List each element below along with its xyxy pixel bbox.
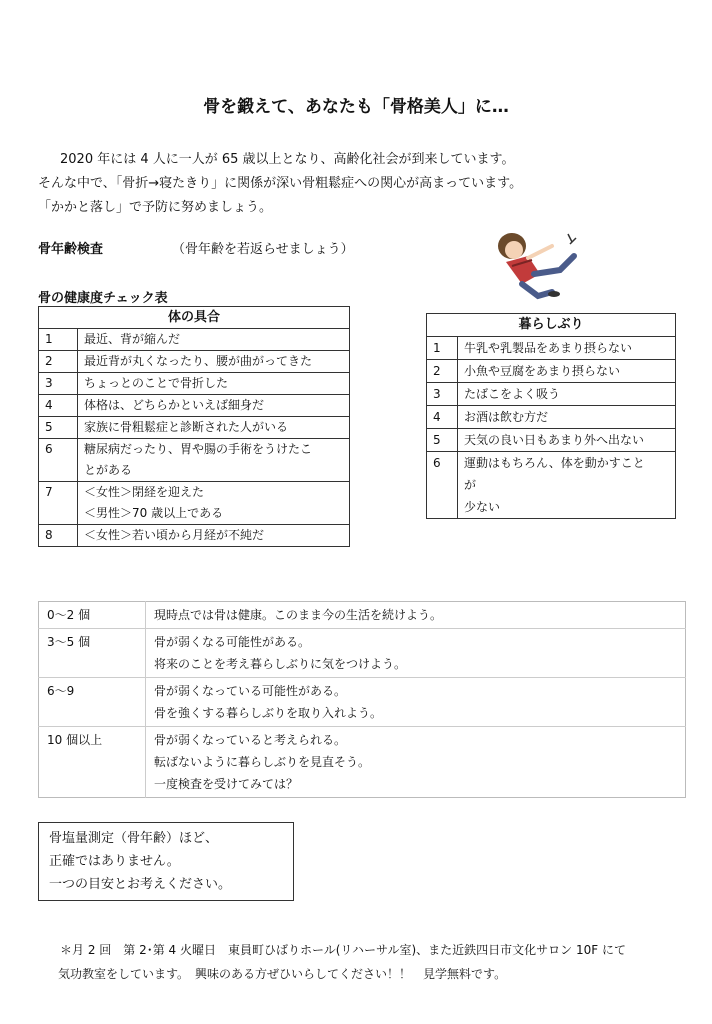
row-number: 8 <box>39 525 78 547</box>
page-title: 骨を鍛えて、あなたも「骨格美人」に… <box>203 97 509 117</box>
row-number: 6 <box>39 439 78 482</box>
score-table <box>38 601 686 798</box>
score-description-line: 骨が弱くなっている可能性がある。 <box>154 684 347 698</box>
row-text-line: ちょっとのことで骨折した <box>84 376 229 390</box>
score-description <box>146 629 686 678</box>
row-text-line: とがある <box>84 463 133 477</box>
table-row <box>427 406 676 429</box>
footer-line: 気功教室をしています。 興味のある方ぜひいらしてください！！ 見学無料です。 <box>58 967 507 981</box>
row-text-line: が <box>464 478 477 492</box>
body-table-header: 体の具合 <box>39 307 350 329</box>
bone-age-heading <box>38 238 103 257</box>
score-range: 10 個以上 <box>39 727 146 798</box>
intro-text <box>38 148 658 220</box>
row-text <box>458 337 676 360</box>
intro-line: 2020 年には 4 人に一人が 65 歳以上となり、高齢化社会が到来しています。 <box>60 152 515 167</box>
score-range: 6～9 <box>39 678 146 727</box>
row-text-line: ＜女性＞若い頃から月経が不純だ <box>84 528 265 542</box>
table-row <box>39 329 350 351</box>
row-text-line: 家族に骨粗鬆症と診断された人がいる <box>84 420 289 434</box>
row-number: 2 <box>427 360 458 383</box>
body-condition-table <box>38 306 350 547</box>
row-text-line: 体格は、どちらかといえば細身だ <box>84 398 265 412</box>
note-line: 一つの目安とお考えください。 <box>49 877 232 892</box>
row-number: 1 <box>39 329 78 351</box>
score-description-line: 将来のことを考え暮らしぶりに気をつけよう。 <box>154 657 407 671</box>
score-description-line: 骨が弱くなっていると考えられる。 <box>154 733 347 747</box>
score-range: 0～2 個 <box>47 608 91 622</box>
table-row <box>427 383 676 406</box>
score-range: 3～5 個 <box>39 629 146 678</box>
row-number: 6 <box>427 452 458 519</box>
note-box <box>38 822 294 901</box>
score-row <box>39 727 686 798</box>
row-text <box>78 439 350 482</box>
table-row <box>39 439 350 482</box>
score-description <box>146 678 686 727</box>
row-text <box>458 383 676 406</box>
falling-woman-illustration <box>482 226 582 306</box>
row-text-line: 天気の良い日もあまり外へ出ない <box>464 433 645 447</box>
row-number: 3 <box>427 383 458 406</box>
row-text-line: 最近、背が縮んだ <box>84 332 181 346</box>
row-number: 5 <box>39 417 78 439</box>
row-text-line: ＜女性＞閉経を迎えた <box>84 485 205 499</box>
table-row <box>39 417 350 439</box>
table-row <box>427 429 676 452</box>
score-row <box>39 629 686 678</box>
intro-line: 「かかと落し」で予防に努めましょう。 <box>38 200 273 215</box>
row-number: 3 <box>39 373 78 395</box>
checklist-title: 骨の健康度チェック表 <box>38 291 168 306</box>
row-text <box>78 395 350 417</box>
score-description-line: 一度検査を受けてみては？ <box>154 777 299 791</box>
row-number: 7 <box>39 482 78 525</box>
note-line: 正確ではありません。 <box>49 854 180 869</box>
row-text-line: ＜男性＞70 歳以上である <box>84 506 224 520</box>
table-row <box>427 360 676 383</box>
row-text <box>78 417 350 439</box>
score-description-line: 転ばないように暮らしぶりを見直そう。 <box>154 755 371 769</box>
table-row <box>427 452 676 519</box>
row-text <box>458 406 676 429</box>
score-description <box>146 602 686 629</box>
row-text <box>458 429 676 452</box>
row-text-line: 小魚や豆腐をあまり摂らない <box>464 364 621 378</box>
bone-age-note: （骨年齢を若返らせましょう） <box>172 242 354 257</box>
row-text <box>78 525 350 547</box>
intro-line: そんな中で、「骨折→寝たきり」に関係が深い骨粗鬆症への関心が高まっています。 <box>38 176 523 191</box>
footer-line: ＊月 2 回 第 2･第 4 火曜日 東員町ひばりホール(リハーサル室)、また近鉄四日市文化サロン 10F にて <box>60 943 626 957</box>
row-text-line: たばこをよく吸う <box>464 387 561 401</box>
score-description-line: 現時点では骨は健康。このまま今の生活を続けよう。 <box>154 608 443 622</box>
table-row <box>39 351 350 373</box>
row-number: 5 <box>427 429 458 452</box>
row-text <box>458 360 676 383</box>
row-number: 4 <box>427 406 458 429</box>
row-text-line: 運動はもちろん、体を動かすこと <box>464 456 645 470</box>
row-text <box>78 482 350 525</box>
row-text <box>78 373 350 395</box>
score-description <box>146 727 686 798</box>
row-text-line: 牛乳や乳製品をあまり摂らない <box>464 341 633 355</box>
table-row <box>427 337 676 360</box>
note-line: 骨塩量測定（骨年齢）ほど、 <box>49 831 219 846</box>
row-text-line: 糖尿病だったり、胃や腸の手術をうけたこ <box>84 442 313 456</box>
score-row <box>39 602 686 629</box>
row-text <box>78 329 350 351</box>
table-row <box>39 395 350 417</box>
score-description-line: 骨を強くする暮らしぶりを取り入れよう。 <box>154 706 383 720</box>
row-number: 2 <box>39 351 78 373</box>
lifestyle-table <box>426 313 676 519</box>
table-row <box>39 525 350 547</box>
row-number: 1 <box>427 337 458 360</box>
row-text <box>78 351 350 373</box>
table-row <box>39 482 350 525</box>
score-description-line: 骨が弱くなる可能性がある。 <box>154 635 311 649</box>
table-row <box>39 373 350 395</box>
row-text <box>458 452 676 519</box>
row-text-line: 最近背が丸くなったり、腰が曲がってきた <box>84 354 313 368</box>
life-table-header: 暮らしぶり <box>427 314 676 337</box>
row-text-line: お酒は飲む方だ <box>464 410 549 424</box>
row-number: 4 <box>39 395 78 417</box>
score-row <box>39 678 686 727</box>
row-text-line: 少ない <box>464 500 501 514</box>
bone-age-label: 骨年齢検査 <box>38 242 104 257</box>
footer-notice <box>60 938 690 986</box>
